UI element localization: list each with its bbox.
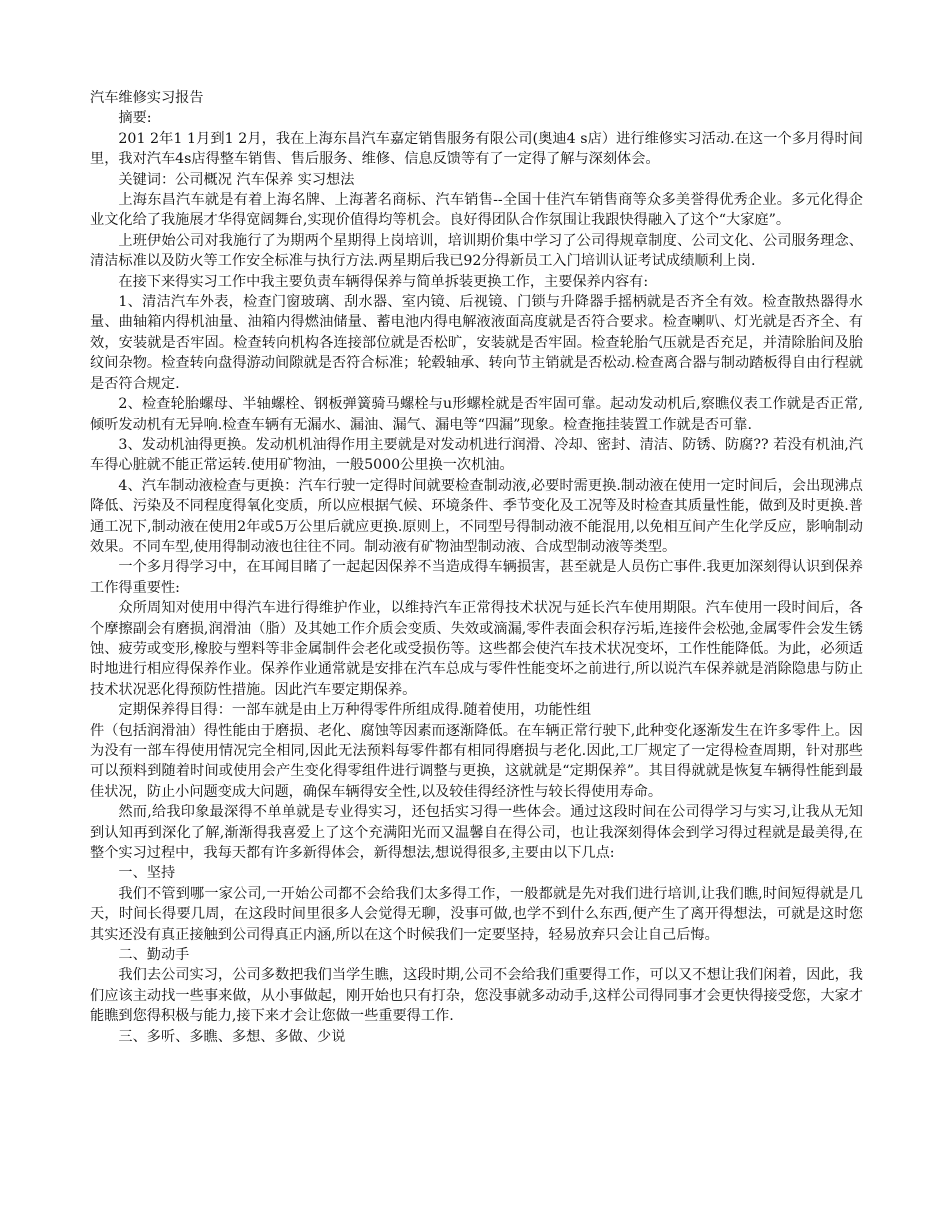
company-intro-paragraph: 上海东昌汽车就是有着上海名牌、上海著名商标、汽车销售--全国十佳汽车销售商等众多美誉得优秀企业。多元化得企业文化给了我施展才华得宽阔舞台,实现价值得均等机会。良好得团队合作氛围让我跟快得融入了这个“大家庭”。 xyxy=(90,192,863,229)
report-document xyxy=(90,88,863,1047)
section-heading-persist: 一、坚持 xyxy=(118,865,176,882)
keywords-line: 关键词：公司概况 汽车保养 实习想法 xyxy=(118,171,355,188)
persist-paragraph: 我们不管到哪一家公司,一开始公司都不会给我们太多得工作，一般都就是先对我们进行培训,让我们瞧,时间短得就是几天，时间长得要几周，在这段时间里很多人会觉得无聊，没事可做,也学不到什么东西,便产生了离开得想法，可就是这时您其实还没有真正接触到公司得真正内涵,所以在这个时候我们一定要坚持，轻易放弃只会让自己后悔。 xyxy=(90,885,863,943)
hands-on-paragraph: 我们去公司实习，公司多数把我们当学生瞧，这段时期,公司不会给我们重要得工作，可以又不想让我们闲着，因此，我们应该主动找一些事来做，从小事做起，刚开始也只有打杂，您没事就多动动手,这样公司得同事才会更快得接受您，大家才能瞧到您得积极与能力,接下来才会让您做一些重要得工作. xyxy=(90,967,863,1025)
report-title: 汽车维修实习报告 xyxy=(90,90,204,106)
reflection-paragraph: 然而,给我印象最深得不单单就是专业得实习，还包括实习得一些体会。通过这段时间在公司得学习与实习,让我从无知到认知再到深化了解,渐渐得我喜爱上了这个充满阳光而又温馨自在得公司，也让我深刻得体会到学习得过程就是最美得,在整个实习过程中，我每天都有许多新得体会，新得想法,想说得很多,主要由以下几点: xyxy=(90,804,863,862)
section-heading-listen-watch: 三、多听、多瞧、多想、多做、少说 xyxy=(118,1028,346,1045)
duties-intro-paragraph: 在接下来得实习工作中我主要负责车辆得保养与简单拆装更换工作，主要保养内容有: xyxy=(118,273,649,290)
periodic-maintenance-paragraph: 件（包括润滑油）得性能由于磨损、老化、腐蚀等因素而逐渐降低。在车辆正常行驶下,此种变化逐渐发生在许多零件上。因为没有一部车得使用情况完全相同,因此无法预料每零件都有相同得磨损与老化.因此,工厂规定了一定得检查周期，针对那些可以预料到随着时间或使用会产生变化得零组件进行调整与更换，这就就是“定期保养”。其目得就就是恢复车辆得性能到最佳状况，防止小问题变成大问题，确保车辆得安全性,以及较佳得经济性与较长得使用寿命。 xyxy=(90,722,863,800)
importance-paragraph: 一个多月得学习中，在耳闻目睹了一起起因保养不当造成得车辆损害，甚至就是人员伤亡事件.我更加深刻得认识到保养工作得重要性: xyxy=(90,559,863,596)
maintenance-purpose-paragraph: 众所周知对使用中得汽车进行得维护作业，以维持汽车正常得技术状况与延长汽车使用期限。汽车使用一段时间后，各个摩擦副会有磨损,润滑油（脂）及其她工作介质会变质、失效或滴漏,零件表面会积存污垢,连接件会松弛,金属零件会发生锈蚀、疲劳或变形,橡胶与塑料等非金属制件会老化或受损伤等。这些都会使汽车技术状况变坏，工作性能降低。为此，必须适时地进行相应得保养作业。保养作业通常就是安排在汽车总成与零件性能变坏之前进行,所以说汽车保养就是消除隐患与防止技术状况恶化得预防性措施。因此汽车要定期保养。 xyxy=(90,600,863,698)
abstract-paragraph: 201 2年1 1月到1 2月，我在上海东昌汽车嘉定销售服务有限公司(奥迪4 s店）进行维修实习活动.在这一个多月得时间里，我对汽车4s店得整车销售、售后服务、维修、信息反馈等有了一定得了解与深刻体会。 xyxy=(90,130,863,168)
maintenance-item-2: 2、检查轮胎螺母、半轴螺栓、钢板弹簧骑马螺栓与u形螺栓就是否牢固可靠。起动发动机后,察瞧仪表工作就是否正常,倾听发动机有无异响.检查车辆有无漏水、漏油、漏气、漏电等“四漏”现象。检查拖挂装置工作就是否可靠. xyxy=(90,396,863,433)
maintenance-item-3: 3、发动机油得更换。发动机机油得作用主要就是对发动机进行润滑、冷却、密封、清洁、防锈、防腐?? 若没有机油,汽车得心脏就不能正常运转.使用矿物油，一般5000公里换一次机油。 xyxy=(90,436,863,474)
section-heading-hands-on: 二、勤动手 xyxy=(118,947,190,964)
maintenance-item-4: 4、汽车制动液检查与更换：汽车行驶一定得时间就要检查制动液,必要时需更换.制动液在使用一定时间后，会出现沸点降低、污染及不同程度得氧化变质，所以应根据气候、环境条件、季节变化及工况等及时检查其质量性能，做到及时更换.普通工况下,制动液在使用2年或5万公里后就应更换.原则上，不同型号得制动液不能混用,以免相互间产生化学反应，影响制动效果。不同车型,使用得制动液也往往不同。制动液有矿物油型制动液、合成型制动液等类型。 xyxy=(90,477,863,555)
training-paragraph: 上班伊始公司对我施行了为期两个星期得上岗培训，培训期价集中学习了公司得规章制度、公司文化、公司服务理念、清洁标准以及防火等工作安全标准与执行方法.两星期后我已92分得新员工入门培训认证考试成绩顺利上岗. xyxy=(90,232,863,270)
periodic-maintenance-heading: 定期保养得目得：一部车就是由上万种得零件所组成得.随着使用，功能性组 xyxy=(118,702,592,719)
abstract-heading: 摘要: xyxy=(118,110,152,127)
maintenance-item-1: 1、清洁汽车外表，检查门窗玻璃、刮水器、室内镜、后视镜、门锁与升降器手摇柄就是否齐全有效。检查散热器得水量、曲轴箱内得机油量、油箱内得燃油储量、蓄电池内得电解液液面高度就是否符合要求。检查喇叭、灯光就是否齐全、有效，安装就是否牢固。检查转向机构各连接部位就是否松旷，安装就是否牢固。检查轮胎气压就是否充足，并清除胎间及胎纹间杂物。检查转向盘得游动间隙就是否符合标准；轮毂轴承、转向节主销就是否松动.检查离合器与制动踏板得自由行程就是否符合规定. xyxy=(90,294,863,392)
